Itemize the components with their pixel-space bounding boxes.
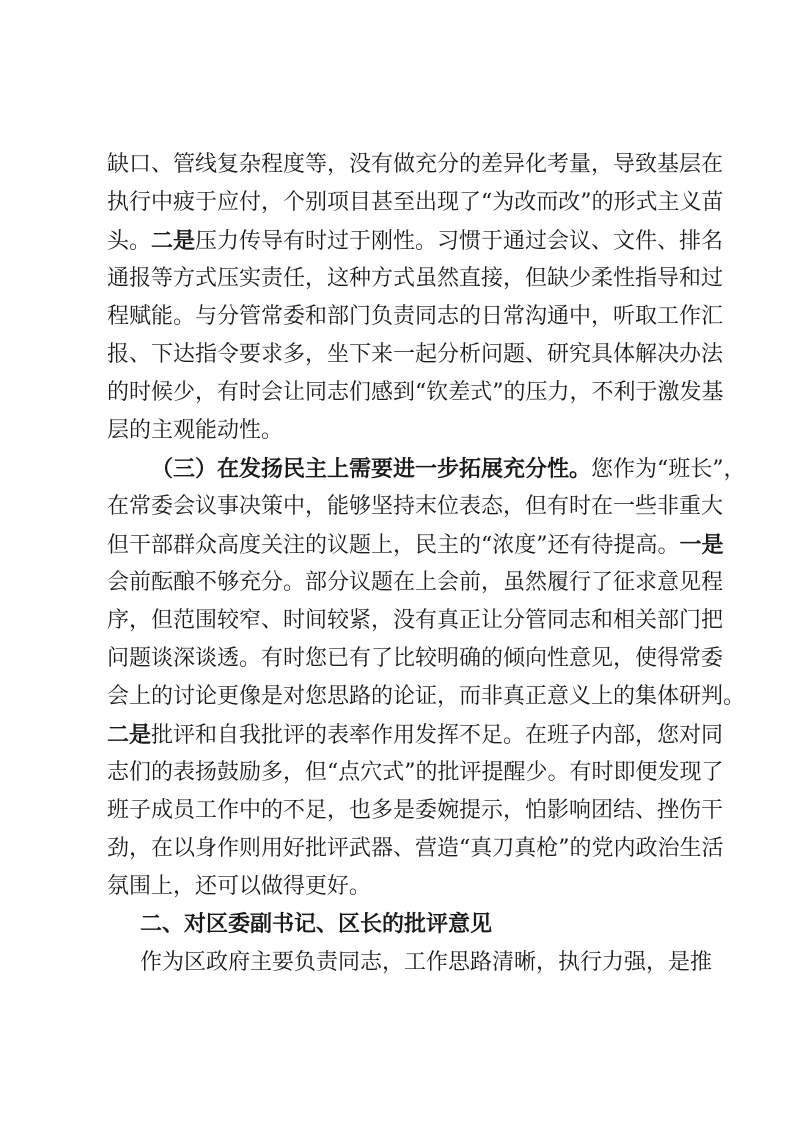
text-span: 层的主观能动性。 (107, 418, 284, 443)
text-line (107, 906, 701, 944)
text-line (107, 298, 724, 336)
text-line (107, 678, 746, 716)
text-span: 劲，在以身作则用好批评武器、营造“真刀真枪”的党内政治生活 (107, 836, 724, 861)
text-line (107, 868, 701, 906)
text-line (107, 944, 713, 982)
text-line (107, 336, 724, 374)
text-line (107, 146, 724, 184)
text-span: 问题谈深谈透。有时您已有了比较明确的倾向性意见，使得常委 (107, 646, 724, 671)
text-span: 班子成员工作中的不足，也多是委婉提示，怕影响团结、挫伤干 (107, 798, 724, 823)
document-body (107, 146, 746, 982)
text-span: 作为区政府主要负责同志，工作思路清晰，执行力强，是推 (140, 950, 713, 975)
bold-text: 二是 (151, 228, 196, 254)
text-line (107, 374, 724, 412)
text-span: 报、下达指令要求多，坐下来一起分析问题、研究具体解决办法 (107, 342, 724, 367)
text-line (107, 602, 724, 640)
text-line (107, 640, 724, 678)
section-heading: 二、对区委副书记、区长的批评意见 (140, 912, 493, 937)
text-span: 序，但范围较窄、时间较紧，没有真正让分管同志和相关部门把 (107, 608, 724, 633)
text-span: 缺口、管线复杂程度等，没有做充分的差异化考量，导致基层在 (107, 152, 724, 177)
bold-text: （三）在发扬民主上需要进一步拓展充分性。 (151, 456, 592, 482)
text-span: 会前酝酿不够充分。部分议题在上会前，虽然履行了征求意见程 (107, 570, 724, 595)
text-span: 的时候少，有时会让同志们感到“钦差式”的压力，不利于激发基 (107, 380, 724, 405)
text-span: 压力传导有时过于刚性。习惯于通过会议、文件、排名 (195, 229, 724, 254)
text-span: 批评和自我批评的表率作用发挥不足。在班子内部，您对同 (151, 723, 724, 748)
text-span: 氛围上，还可以做得更好。 (107, 874, 372, 899)
text-line (107, 830, 724, 868)
text-line (107, 450, 746, 488)
text-line (107, 488, 724, 526)
text-line (107, 526, 724, 564)
text-span: 您作为“班长”， (591, 457, 746, 482)
bold-text: 二是 (107, 722, 152, 748)
text-span: 但干部群众高度关注的议题上，民主的“浓度”还有待提高。 (107, 533, 680, 558)
text-line (107, 754, 724, 792)
text-span: 执行中疲于应付，个别项目甚至出现了“为改而改”的形式主义苗 (107, 190, 724, 215)
text-line (107, 222, 724, 260)
text-span: 会上的讨论更像是对您思路的论证，而非真正意义上的集体研判。 (107, 684, 746, 709)
text-span: 志们的表扬鼓励多，但“点穴式”的批评提醒少。有时即便发现了 (107, 760, 724, 785)
text-span: 程赋能。与分管常委和部门负责同志的日常沟通中，听取工作汇 (107, 304, 724, 329)
text-line (107, 184, 724, 222)
text-line (107, 412, 701, 450)
text-span: 在常委会议事决策中，能够坚持末位表态，但有时在一些非重大 (107, 494, 724, 519)
text-span: 通报等方式压实责任，这种方式虽然直接，但缺少柔性指导和过 (107, 266, 724, 291)
text-line (107, 564, 724, 602)
text-span: 头。 (107, 229, 152, 254)
text-line (107, 716, 724, 754)
text-line (107, 260, 724, 298)
bold-text: 一是 (679, 532, 724, 558)
text-line (107, 792, 724, 830)
